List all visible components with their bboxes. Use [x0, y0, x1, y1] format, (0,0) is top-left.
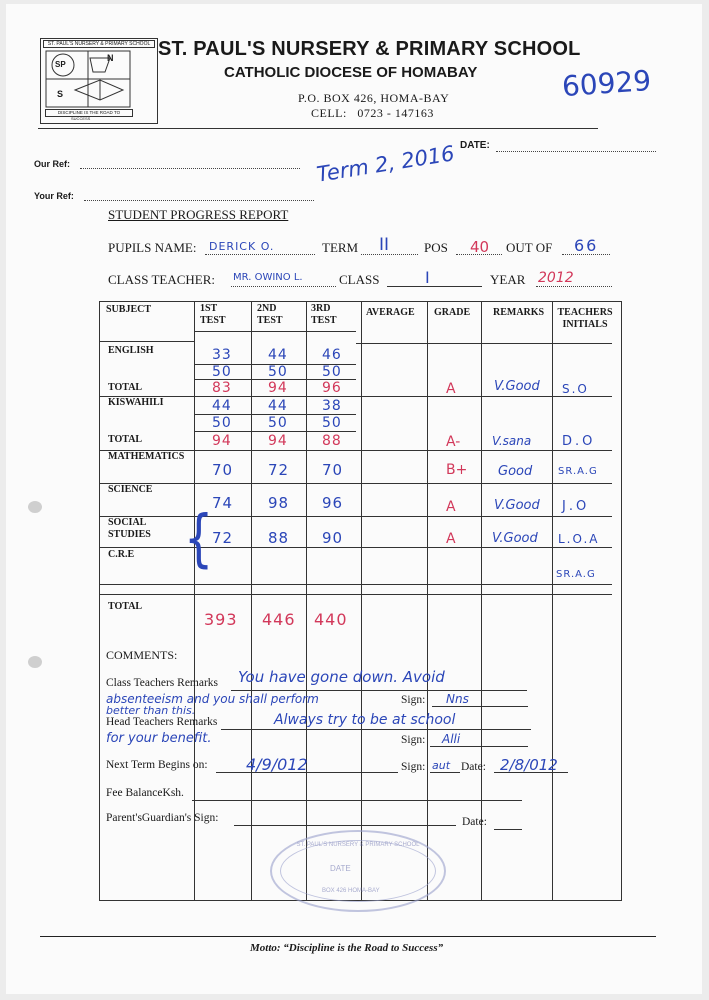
- rule-cre-2: [99, 594, 612, 595]
- social-t2-score: 88: [268, 529, 290, 547]
- class-sign-label: Sign:: [401, 694, 426, 706]
- english-t2-total: 94: [268, 380, 288, 396]
- math-grade: B+: [446, 462, 468, 478]
- cell-number: 0723 - 147163: [357, 106, 434, 120]
- logo-motto-success: SUCCESS: [71, 116, 91, 121]
- pupils-name-value: DERICK O.: [209, 240, 275, 253]
- grand-total-t1: 393: [204, 610, 238, 629]
- head-remarks-label: Head Teachers Remarks: [106, 716, 218, 728]
- kiswahili-t2-max: 50: [268, 415, 288, 431]
- label-mathematics: MATHEMATICS: [108, 451, 185, 462]
- english-remark: V.Good: [494, 379, 540, 394]
- our-ref-label: Our Ref:: [34, 159, 70, 169]
- stamp-text: ST. PAUL'S NURSERY & PRIMARY SCHOOL: [296, 842, 420, 848]
- class-teacher-value: MR. OWINO L.: [233, 272, 303, 283]
- rule-math: [99, 483, 612, 484]
- label-english-total: TOTAL: [108, 382, 143, 393]
- school-stamp: [270, 830, 446, 912]
- punch-hole-top: [28, 501, 42, 513]
- rule-header-right: [356, 343, 612, 344]
- kiswahili-t3-max: 50: [322, 415, 342, 431]
- head-sign-line: [430, 746, 528, 747]
- science-initials: J.O: [562, 499, 590, 514]
- head-sign: Alli: [442, 732, 461, 746]
- term-value: II: [379, 235, 390, 255]
- english-t1-total: 83: [212, 380, 232, 396]
- out-of-label: OUT OF: [506, 240, 553, 255]
- next-date-label: Date:: [461, 761, 486, 773]
- english-t1-score: 33: [212, 347, 232, 363]
- kiswahili-initials: D.O: [562, 434, 596, 449]
- pos-label: POS: [424, 240, 448, 255]
- social-t1-score: 72: [212, 529, 234, 547]
- report-sheet: [6, 4, 702, 994]
- label-science: SCIENCE: [108, 484, 153, 495]
- date-label: DATE:: [460, 140, 490, 151]
- math-remark: Good: [498, 464, 533, 479]
- term-label: TERM: [322, 240, 359, 255]
- header-rule: [38, 128, 598, 129]
- math-t3-score: 70: [322, 461, 344, 479]
- rule-kis-2: [194, 431, 356, 432]
- results-table: [99, 301, 622, 901]
- logo-letter-n: N: [107, 53, 114, 63]
- fee-line: [192, 800, 522, 801]
- class-remarks-text-1: You have gone down. Avoid: [238, 668, 445, 686]
- grand-total-t3: 440: [314, 610, 348, 629]
- logo-letter-sp: SP: [55, 60, 66, 69]
- class-value: I: [425, 268, 430, 287]
- next-sign-line: [430, 772, 460, 773]
- next-term-label: Next Term Begins on:: [106, 759, 208, 771]
- parent-sign-line: [234, 825, 456, 826]
- rule-eng-total: [99, 396, 612, 397]
- header-subject: SUBJECT: [106, 304, 152, 315]
- logo-motto: DISCIPLINE IS THE ROAD TO: [45, 109, 133, 117]
- rule-header-tests: [194, 331, 356, 332]
- rule-science: [99, 516, 612, 517]
- crest-icon: [45, 50, 131, 108]
- kiswahili-t3-score: 38: [322, 398, 342, 414]
- header-initials: TEACHERS INITIALS: [557, 307, 613, 330]
- english-t2-max: 50: [268, 364, 288, 380]
- english-t3-score: 46: [322, 347, 342, 363]
- class-label: CLASS: [339, 272, 380, 287]
- your-ref-label: Your Ref:: [34, 191, 74, 201]
- header-test2: 2ND TEST: [257, 303, 283, 326]
- kiswahili-t2-total: 94: [268, 433, 288, 449]
- rule-cre: [99, 584, 612, 585]
- social-remark: V.Good: [492, 531, 538, 546]
- class-sign: Nns: [446, 692, 469, 706]
- english-t3-max: 50: [322, 364, 342, 380]
- class-line: [387, 286, 482, 287]
- year-label: YEAR: [490, 272, 526, 287]
- label-kiswahili: KISWAHILI: [108, 397, 164, 408]
- science-t2-score: 98: [268, 494, 290, 512]
- science-grade: A: [446, 499, 456, 515]
- class-remarks-label: Class Teachers Remarks: [106, 677, 219, 689]
- parent-date-line: [494, 829, 522, 830]
- social-initials: L.O.A: [558, 532, 600, 546]
- brace-mark: {: [184, 501, 214, 575]
- kiswahili-t1-max: 50: [212, 415, 232, 431]
- school-logo: [40, 38, 158, 124]
- label-studies: STUDIES: [108, 529, 151, 540]
- next-term-value: 4/9/012: [246, 755, 308, 774]
- label-social: SOCIAL: [108, 517, 147, 528]
- class-teacher-label: CLASS TEACHER:: [108, 272, 216, 287]
- school-name: ST. PAUL'S NURSERY & PRIMARY SCHOOL: [158, 38, 581, 60]
- col-average: [362, 302, 428, 901]
- english-t1-max: 50: [212, 364, 232, 380]
- stamp-date: DATE: [330, 864, 351, 873]
- school-address: P.O. BOX 426, HOMA-BAY: [298, 91, 450, 105]
- english-t2-score: 44: [268, 347, 288, 363]
- social-grade: A: [446, 531, 456, 547]
- math-t2-score: 72: [268, 461, 290, 479]
- pupils-name-label: PUPILS NAME:: [108, 240, 197, 255]
- pos-value: 40: [470, 238, 490, 256]
- pupils-name-line: [205, 254, 315, 255]
- kiswahili-t1-score: 44: [212, 398, 232, 414]
- kiswahili-remark: V.sana: [492, 434, 532, 448]
- header-test3: 3RD TEST: [311, 303, 337, 326]
- class-sign-line: [432, 706, 528, 707]
- year-value: 2012: [538, 270, 574, 286]
- out-of-value: 66: [574, 236, 599, 255]
- label-english: ENGLISH: [108, 345, 154, 356]
- science-remark: V.Good: [494, 498, 540, 513]
- logo-title: ST. PAUL'S NURSERY & PRIMARY SCHOOL: [43, 40, 155, 48]
- diocese-name: CATHOLIC DIOCESE OF HOMABAY: [224, 64, 478, 81]
- math-t1-score: 70: [212, 461, 234, 479]
- parent-sign-label: Parent'sGuardian's Sign:: [106, 812, 219, 824]
- head-remarks-text-2: for your benefit.: [106, 731, 212, 746]
- social-t3-score: 90: [322, 529, 344, 547]
- school-cell: [311, 106, 434, 121]
- header-average: AVERAGE: [366, 307, 415, 318]
- year-line: [536, 286, 612, 287]
- head-remarks-line: [221, 729, 531, 730]
- footer-motto: Motto: “Discipline is the Road to Success”: [250, 942, 444, 954]
- comments-heading: COMMENTS:: [106, 648, 178, 662]
- next-sign-label: Sign:: [401, 761, 426, 773]
- parent-date-label: Date:: [462, 816, 487, 828]
- header-test1: 1ST TEST: [200, 303, 226, 326]
- kiswahili-grade: A-: [446, 434, 461, 450]
- kiswahili-t2-score: 44: [268, 398, 288, 414]
- cre-initials: SR.A.G: [556, 569, 596, 580]
- head-remarks-text-1: Always try to be at school: [274, 712, 456, 728]
- kiswahili-t1-total: 94: [212, 433, 232, 449]
- footer-rule: [40, 936, 656, 937]
- our-ref-line: [80, 168, 300, 169]
- english-initials: S.O: [562, 382, 589, 396]
- class-remarks-line: [231, 690, 527, 691]
- report-title: STUDENT PROGRESS REPORT: [108, 207, 289, 222]
- rule-header: [99, 341, 194, 342]
- handwritten-term: Term 2, 2016: [314, 141, 457, 187]
- fee-label: Fee BalanceKsh.: [106, 787, 184, 799]
- science-t1-score: 74: [212, 494, 234, 512]
- serial-number: 60929: [560, 63, 653, 104]
- logo-letter-s: S: [57, 89, 64, 99]
- english-grade: A: [446, 381, 456, 397]
- term-line: [361, 254, 418, 255]
- class-remarks-text-3: better than this.: [106, 704, 196, 717]
- grand-total-t2: 446: [262, 610, 296, 629]
- math-initials: SR.A.G: [558, 466, 598, 477]
- kiswahili-t3-total: 88: [322, 433, 342, 449]
- next-date-value: 2/8/012: [500, 756, 558, 774]
- rule-social: [99, 547, 612, 548]
- cell-label: CELL:: [311, 106, 347, 120]
- next-sign: aut: [432, 759, 451, 772]
- punch-hole-bottom: [28, 656, 42, 668]
- date-line: [496, 151, 656, 152]
- english-t3-total: 96: [322, 380, 342, 396]
- header-grade: GRADE: [434, 307, 471, 318]
- label-kiswahili-total: TOTAL: [108, 434, 143, 445]
- head-sign-label: Sign:: [401, 734, 426, 746]
- header-remarks: REMARKS: [493, 307, 545, 318]
- label-cre: C.R.E: [108, 549, 135, 560]
- label-grand-total: TOTAL: [108, 601, 143, 612]
- class-remarks-text-2: absenteeism and you shall perform: [106, 692, 319, 706]
- stamp-box: BOX 426 HOMA-BAY: [322, 888, 380, 894]
- your-ref-line: [84, 200, 314, 201]
- science-t3-score: 96: [322, 494, 344, 512]
- class-teacher-line: [231, 286, 336, 287]
